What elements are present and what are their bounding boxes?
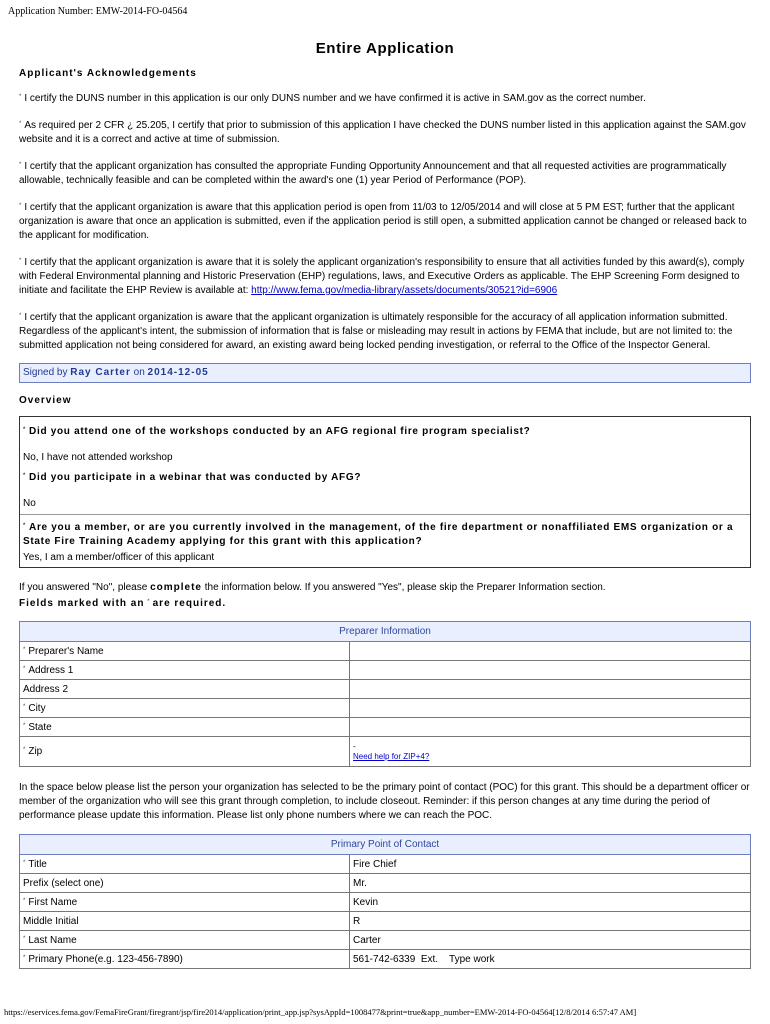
answer-webinar: No — [23, 498, 36, 509]
poc-ext-label: Ext. — [420, 953, 439, 965]
label-text: City — [28, 702, 46, 714]
signed-date: 2014-12-05 — [147, 367, 209, 378]
label-text: Preparer's Name — [28, 645, 104, 657]
table-row — [20, 931, 751, 950]
ack-text: As required per 2 CFR ¿ 25.205, I certify that prior to submission of this application I have checked the DUNS number listed in this application against the SAM.gov website and it is a correct and active at time of submission. — [19, 120, 746, 145]
acknowledgements-heading: Applicant's Acknowledgements — [19, 68, 197, 79]
question-text — [23, 467, 750, 485]
required-star-icon: * — [19, 94, 22, 100]
table-row — [20, 699, 751, 718]
preparer-information-table — [19, 621, 751, 767]
table-row — [20, 737, 751, 767]
required-star-icon: * — [19, 258, 22, 264]
label-text: State — [28, 721, 52, 733]
required-star-icon: * — [19, 121, 22, 127]
question-text — [23, 417, 750, 439]
poc-phone-type: Type work — [449, 953, 495, 965]
fields-required-text: Fields marked with an — [19, 598, 145, 609]
signer-name: Ray Carter — [70, 367, 131, 378]
question-text — [23, 515, 750, 549]
table-row — [20, 950, 751, 969]
ack-item-4 — [19, 199, 751, 243]
required-star-icon: * — [23, 523, 27, 529]
preparer-instructions — [19, 581, 751, 611]
preparer-heading: Preparer Information — [20, 622, 751, 642]
ack-text: I certify that the applicant organization is aware that the applicant organization is ultimately responsible for the accuracy of all application information submitted. Regardless of the applicant's intent, the submission of information that is false or misleading may result in actions by FEMA that include, but are not limited to: the submitted application not being considered for award, an existing award being locked pending investigation, or referral to the Office of the Inspector General. — [19, 312, 733, 351]
table-row — [20, 718, 751, 737]
required-star-icon: * — [23, 859, 26, 866]
field-label — [20, 950, 350, 969]
question-member — [20, 515, 750, 567]
instr-text: the information below. If you answered "Yes", please skip the Preparer Information section. — [204, 582, 606, 593]
city-field[interactable] — [350, 699, 751, 718]
ack-item-6 — [19, 309, 751, 353]
ack-text: I certify that the applicant organization is aware that this application period is open from 11/03 to 12/05/2014 and will close at 5 PM EST; further that the applicant organization is aware that once an application is submitted, even if the application period is still open, a submitted application cannot be changed or released back to the applicant for modification. — [19, 202, 747, 241]
ack-item-1 — [19, 90, 751, 106]
signed-on-label: on — [133, 367, 145, 378]
table-row — [20, 855, 751, 874]
table-row — [20, 874, 751, 893]
poc-last-name-value: Carter — [350, 931, 751, 950]
label-text: Address 1 — [28, 664, 74, 676]
required-star-icon: * — [23, 954, 26, 961]
instr-bold: complete — [150, 582, 202, 593]
answer-workshop: No, I have not attended workshop — [23, 452, 173, 463]
ack-item-5 — [19, 254, 751, 298]
field-label — [20, 661, 350, 680]
address2-field[interactable] — [350, 680, 751, 699]
poc-title-value: Fire Chief — [350, 855, 751, 874]
preparer-name-field[interactable] — [350, 642, 751, 661]
label-text: Zip — [28, 746, 43, 757]
page-title: Entire Application — [315, 40, 455, 57]
label-text: Primary Phone(e.g. 123-456-7890) — [28, 953, 183, 965]
required-star-icon: * — [23, 473, 27, 479]
table-row — [20, 680, 751, 699]
table-row — [20, 661, 751, 680]
overview-questions — [19, 416, 751, 568]
field-label — [20, 855, 350, 874]
required-star-icon: * — [23, 897, 26, 904]
primary-point-of-contact-table — [19, 834, 751, 969]
overview-heading: Overview — [19, 395, 72, 406]
ehp-screening-form-link[interactable]: http://www.fema.gov/media-library/assets/documents/30521?id=6906 — [251, 285, 558, 296]
field-label — [20, 893, 350, 912]
ack-item-2 — [19, 117, 751, 147]
instr-text: If you answered "No", please — [19, 582, 148, 593]
ack-item-3 — [19, 158, 751, 188]
application-body — [19, 40, 751, 969]
zip-dash: - — [353, 741, 356, 751]
q3-text: Are you a member, or are you currently involved in the management, of the fire department or nonaffiliated EMS organization or a State Fire Training Academy applying for this grant with this application? — [23, 522, 734, 547]
question-workshop — [20, 417, 750, 515]
ack-text: I certify that the applicant organization has consulted the appropriate Funding Opportunity Announcement and that all requested activities are programmatically allowable, technically feasible and can be completed within the award's one (1) year Period of Performance (POP). — [19, 161, 727, 186]
zip-help-link[interactable]: Need help for ZIP+4? — [353, 751, 430, 761]
field-label: Prefix (select one) — [20, 874, 350, 893]
poc-prefix-value: Mr. — [350, 874, 751, 893]
table-row — [20, 642, 751, 661]
signed-by-label: Signed by — [23, 367, 68, 378]
field-label: Middle Initial — [20, 912, 350, 931]
address1-field[interactable] — [350, 661, 751, 680]
required-star-icon: * — [23, 722, 26, 729]
required-star-icon: * — [23, 747, 26, 753]
table-row — [20, 912, 751, 931]
ack-text: I certify that the applicant organization is aware that it is solely the applicant organization's responsibility to ensure that all activities funded by this award(s), comply with Federal Environmental planning and Historic Preservation (EHP) regulations, laws, and Executive Orders as applicable. The EHP Screening Form designed to initiate and facilitate the EHP Review is available at: — [19, 257, 745, 296]
field-label — [20, 737, 350, 767]
poc-instructions: In the space below please list the person your organization has selected to be the primary point of contact (POC) for this grant. This should be a department officer or member of the organization who will see this grant through completion, to include closeout. Reminder: if this person changes at any time during the period of performance please update this information. Please list only phone numbers where we can reach the POC. — [19, 782, 750, 821]
required-star-icon: * — [147, 599, 150, 605]
field-label — [20, 642, 350, 661]
field-label — [20, 699, 350, 718]
label-text: First Name — [28, 896, 78, 908]
field-label — [20, 931, 350, 950]
answer-member: Yes, I am a member/officer of this applicant — [23, 552, 215, 563]
q2-text: Did you participate in a webinar that was conducted by AFG? — [29, 472, 362, 483]
q1-text: Did you attend one of the workshops conducted by an AFG regional fire program specialist? — [29, 426, 531, 437]
required-star-icon: * — [19, 313, 22, 319]
zip-field[interactable] — [350, 737, 751, 767]
required-star-icon: * — [23, 427, 27, 433]
application-number: Application Number: EMW-2014-FO-04564 — [8, 6, 188, 17]
poc-phone-cell — [350, 950, 751, 969]
required-star-icon: * — [19, 203, 22, 209]
poc-heading: Primary Point of Contact — [20, 835, 751, 855]
ack-text: I certify the DUNS number in this application is our only DUNS number and we have confirmed it is active in SAM.gov as the correct number. — [24, 93, 646, 104]
required-star-icon: * — [23, 665, 26, 672]
required-star-icon: * — [23, 646, 26, 653]
table-row — [20, 893, 751, 912]
label-text: Title — [28, 858, 47, 870]
poc-phone-value: 561-742-6339 — [353, 953, 416, 965]
label-text: Last Name — [28, 934, 77, 946]
poc-first-name-value: Kevin — [350, 893, 751, 912]
footer-url: https://eservices.fema.gov/FemaFireGrant/firegrant/jsp/fire2014/application/print_app.jsp?sysAppId=1008477&print=true&app_number=EMW-2014-FO-04564[12/8/2014 6:57:47 AM] — [4, 1007, 637, 1017]
field-label: Address 2 — [20, 680, 350, 699]
signature-bar — [19, 363, 751, 383]
field-label — [20, 718, 350, 737]
state-field[interactable] — [350, 718, 751, 737]
poc-middle-initial-value: R — [350, 912, 751, 931]
fields-required-text: are required. — [152, 598, 227, 609]
required-star-icon: * — [23, 935, 26, 942]
required-star-icon: * — [23, 703, 26, 710]
required-star-icon: * — [19, 162, 22, 168]
